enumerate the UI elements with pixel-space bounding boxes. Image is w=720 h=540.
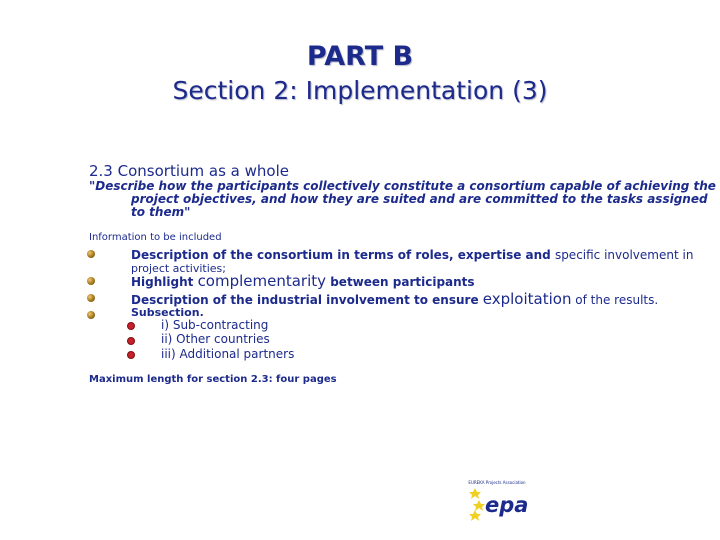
quote-line-2: project objectives, and how they are suited and are committed to the tasks assigned [131,192,708,206]
list-item-text: Description of the consortium in terms of roles, expertise and [131,248,555,262]
epa-logo-icon [466,480,528,524]
bullet-icon [87,294,95,302]
sub-list-item: ii) Other countries [161,332,270,346]
list-item-text: Description of the industrial involvement to ensure [131,293,483,307]
max-length-note: Maximum length for section 2.3: four pages [89,374,337,385]
bullet-icon [87,311,95,319]
sub-list-item: i) Sub-contracting [161,318,269,332]
sub-list-item: iii) Additional partners [161,347,295,361]
list-item [131,289,658,308]
list-item-highlight: complementarity [197,272,327,290]
list-item [131,271,475,290]
list-item-highlight: exploitation [482,290,572,308]
list-item-text: of the results. [571,293,659,307]
bullet-icon [87,250,95,258]
quote-line-1: "Describe how the participants collectively constitute a consortium capable of achieving the [89,179,716,193]
section-heading: 2.3 Consortium as a whole [89,162,289,180]
logo-caption: EUREKA Projects Association [468,480,526,485]
description-quote [89,180,719,219]
epa-logo-graphic [466,480,528,524]
slide-title [0,40,720,108]
list-item-text: specific involvement in [554,248,694,262]
sub-bullet-icon [127,351,135,359]
info-label: Information to be included [89,232,222,243]
title-part: PART B [306,41,414,72]
sub-bullet-icon [127,322,135,330]
svg-text:epa: epa [485,493,528,517]
list-item: Subsection. [131,306,204,319]
title-section: Section 2: Implementation (3) [172,76,548,105]
quote-line-3: to them" [131,205,191,219]
list-item-text: project activities; [131,262,226,275]
list-item-text: between participants [326,275,475,289]
sub-bullet-icon [127,337,135,345]
bullet-icon [87,277,95,285]
list-item-text: Highlight [131,275,198,289]
